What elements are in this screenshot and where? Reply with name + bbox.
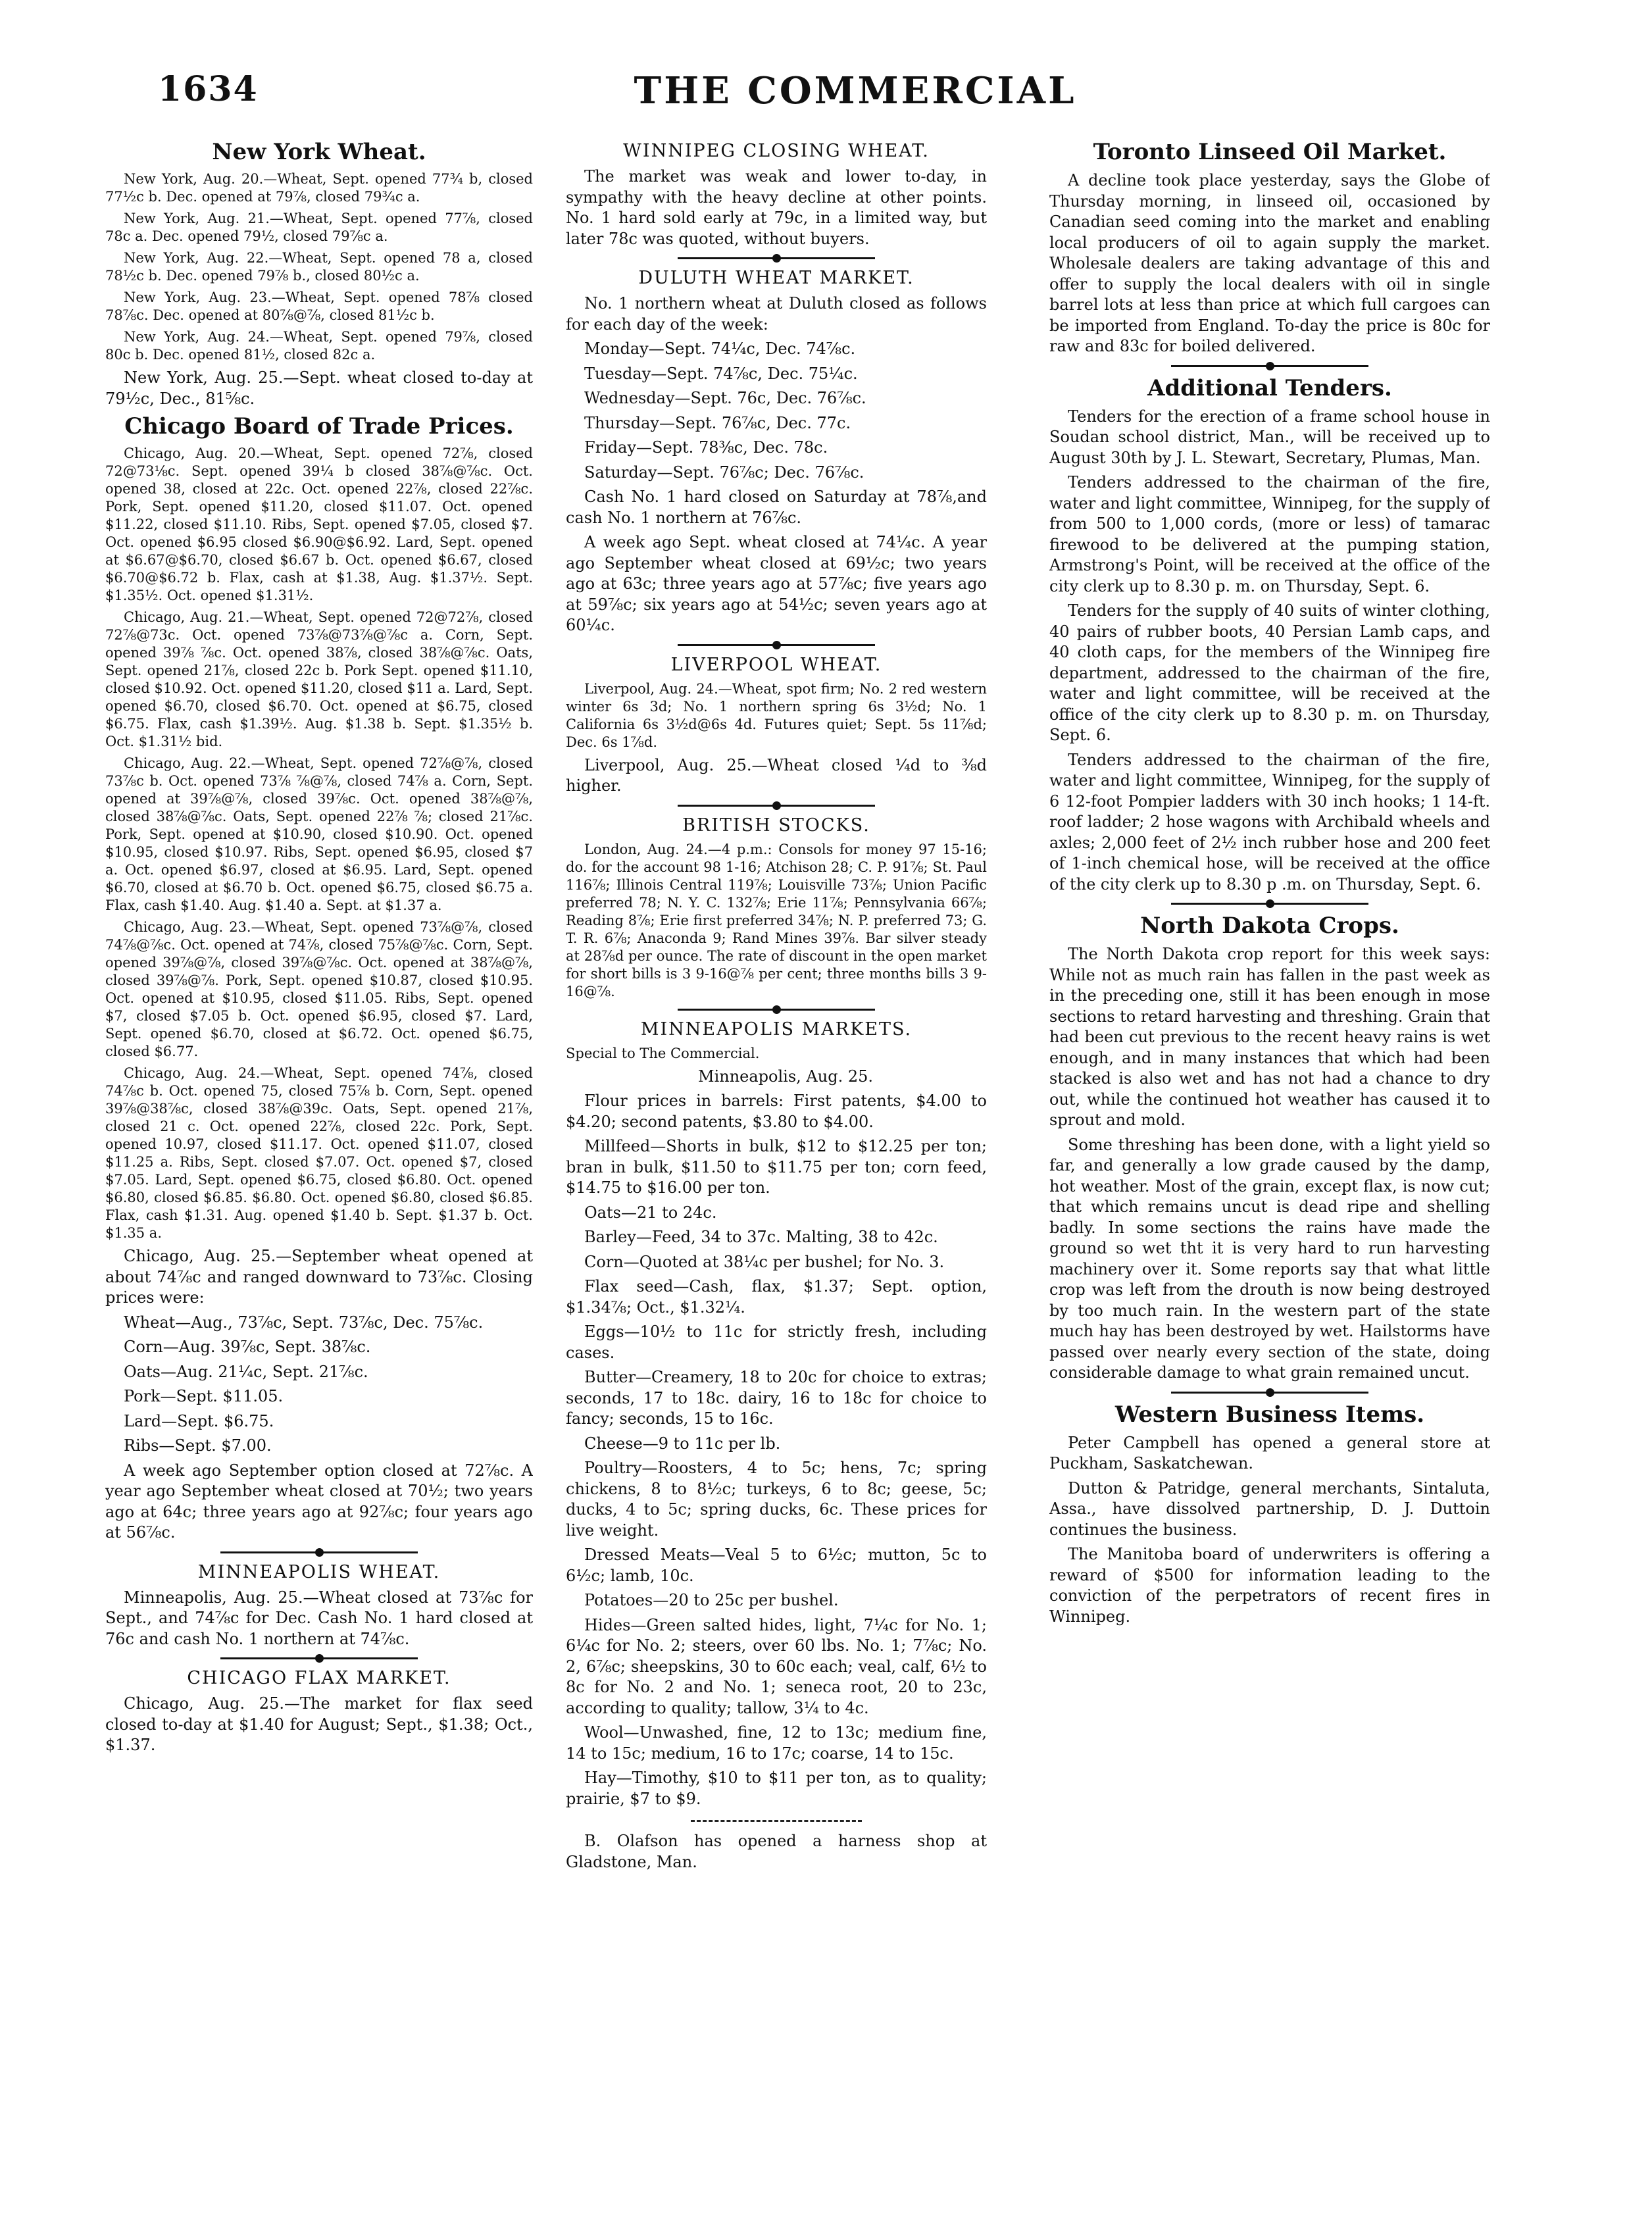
duluth-day-line: Tuesday—Sept. 74⅞c, Dec. 75¼c. — [584, 364, 858, 383]
market-item: Butter—Creamery, 18 to 20c for choice to extras; seconds, 17 to 18c. dairy, 16 to 18c for choice to fancy; seconds, 15 to 16c. — [566, 1368, 987, 1428]
tender-notice: Tenders addressed to the chairman of the fire, water and light committee, Winnipeg, for the supply of from 500 to 1,000 cords, (more or less) of tamarac firewood to be delivered at the pumping station, Armstrong's Point, will be received at the office of the city clerk up to 8.30 p. m. on Thursday, Sept. 6. — [1049, 473, 1490, 595]
chicago-report: Chicago, Aug. 20.—Wheat, Sept. opened 72⅞, closed 72@73⅛c. Sept. opened 39¼ b closed 38⅞@⅞c. Oct. opened 38, closed at 22c. Oct. opened 22⅞, closed 22⅞c. Pork, Sept. opened $11.20, closed $11.07. Oct. opened $11.22, closed $11.10. Ribs, Sept. opened $7.05, closed $7. Oct. opened $6.95 closed $6.90@$6.92. Lard, Sept. opened at $6.67@$6.70, closed $6.67 b. Oct. opened $6.67, closed $6.70@$6.72 b. Flax, cash at $1.38, Aug. $1.37½. Sept. $1.35½. Oct. opened $1.31½. — [105, 445, 533, 603]
duluth-day-line: Wednesday—Sept. 76c, Dec. 76⅞c. — [584, 389, 866, 407]
chicago-price-line: Pork—Sept. $11.05. — [124, 1387, 284, 1405]
page-number: 1634 — [158, 69, 259, 109]
ny-report: New York, Aug. 23.—Wheat, Sept. opened 78⅞ closed 78⅞c. Dec. opened at 80⅞@⅞, closed 81½c b. — [105, 290, 533, 323]
chicago-flax-report: Chicago, Aug. 25.—The market for flax seed closed to-day at $1.40 for August; Sept., $1.38; Oct., $1.37. — [105, 1694, 533, 1754]
market-item: Hides—Green salted hides, light, 7¼c for No. 1; 6¼c for No. 2; steers, over 60 lbs. No. 1; 7⅞c; No. 2, 6⅞c; sheepskins, 30 to 60c each; veal, calf, 6½ to 8c for No. 2 and No. 1; seneca root, 20 to 23c, according to quality; tallow, 3¼ to 4c. — [566, 1615, 987, 1717]
market-item: Hay—Timothy, $10 to $11 per ton, as to quality; prairie, $7 to $9. — [566, 1769, 987, 1808]
chicago-report: Chicago, Aug. 24.—Wheat, Sept. opened 74⅞, closed 74⅞c b. Oct. opened 75, closed 75⅞ b. Corn, Sept. opened 39⅞@38⅞c, closed 38⅞@39c. Oats, Sept. opened 21⅞, closed 21 c. Oct. opened 22⅞, closed 22c. Pork, Sept. opened 10.97, closed $11.17. Oct. opened $11.07, closed $11.25 a. Ribs, Sept. closed $7.07. Oct. opened $7, closed $7.05. Lard, Sept. opened $6.75, closed $6.80. Oct. opened $6.80, closed $6.85. $6.80. Oct. opened $6.80, closed $6.85. Flax, cash $1.31. Aug. opened $1.40 b. Sept. $1.37 b. Oct. $1.35 a. — [105, 1065, 533, 1241]
ny-report: New York, Aug. 22.—Wheat, Sept. opened 78 a, closed 78½c b. Dec. opened 79⅞ b., closed 80½c a. — [105, 250, 533, 284]
business-item: Peter Campbell has opened a general store at Puckham, Saskatchewan. — [1049, 1433, 1490, 1473]
section-divider — [678, 257, 875, 259]
section-divider — [678, 1009, 875, 1011]
duluth-day-line: Thursday—Sept. 76⅞c, Dec. 77c. — [584, 413, 851, 432]
duluth-week-ago: A week ago Sept. wheat closed at 74¼c. A year ago September wheat closed at 69½c; two years ago at 63c; three years ago at 57⅞c; five years ago at 59⅞c; six years ago at 54½c; seven years ago at 60¼c. — [566, 533, 987, 634]
liverpool-report: Liverpool, Aug. 24.—Wheat, spot firm; No. 2 red western winter 6s 3d; No. 1 northern spring 6s 3½d; No. 1 California 6s 3½d@6s 4d. Futures quiet; Sept. 5s 11⅞d; Dec. 6s 1⅞d. — [566, 680, 987, 750]
tender-notice: Tenders for the supply of 40 suits of winter clothing, 40 pairs of rubber boots, 40 Persian Lamb caps, and 40 cloth caps, for the members of the Winnipeg fire department, addressed to the chairman of the fire, water and light committee, will be received at the office of the city clerk up to 8.30 p. m. on Thursday, Sept. 6. — [1049, 601, 1490, 744]
minneapolis-markets-heading: MINNEAPOLIS MARKETS. — [640, 1019, 913, 1040]
minneapolis-wheat-heading: MINNEAPOLIS WHEAT. — [197, 1561, 441, 1582]
olafson-notice: B. Olafson has opened a harness shop at Gladstone, Man. — [566, 1832, 987, 1871]
winnipeg-report: The market was weak and lower to-day, in sympathy with the heavy decline at other points. No. 1 hard sold early at 79c, in a limited way, but later 78c was quoted, without buyers. — [566, 167, 987, 248]
ny-report: New York, Aug. 20.—Wheat, Sept. opened 77¾ b, closed 77½c b. Dec. opened at 79⅞, closed 79¾c a. — [105, 171, 533, 205]
chicago-flax-heading: CHICAGO FLAX MARKET. — [187, 1668, 451, 1688]
ny-report: New York, Aug. 24.—Wheat, Sept. opened 79⅞, closed 80c b. Dec. opened 81½, closed 82c a. — [105, 329, 533, 363]
column-left — [105, 135, 533, 2155]
chicago-week-ago: A week ago September option closed at 72⅞c. A year ago September wheat closed at 70½; two years ago at 64c; three years ago at 92⅞c; four years ago at 56⅞c. — [105, 1461, 533, 1542]
special-credit: Special to The Commercial. — [566, 1045, 760, 1061]
masthead-title: THE COMMERCIAL — [634, 69, 1077, 113]
chicago-report: Chicago, Aug. 22.—Wheat, Sept. opened 72⅞@⅞, closed 73⅞c b. Oct. opened 73⅞ ⅞@⅞, closed 74⅞ a. Corn, Sept. opened at 39⅞@⅞, closed 39⅞c. Oct. opened 38⅞@⅞, closed 38⅞@⅞c. Oats, Sept. opened 22⅞ ⅞; closed 21⅞c. Pork, Sept. opened at $10.90, closed $10.90. Oct. opened $10.95, closed $10.97. Ribs, Sept. opened $6.95, closed $7 a. Oct. opened $6.97, closed at $6.95. Lard, Sept. opened $6.70, closed at $6.70 b. Oct. opened $6.75, closed $6.75 a. Flax, cash $1.40. Aug. $1.40 a. Sept. at $1.37 a. — [105, 755, 533, 913]
market-item: Cheese—9 to 11c per lb. — [584, 1434, 781, 1453]
market-item: Barley—Feed, 34 to 37c. Malting, 38 to 42c. — [584, 1228, 938, 1246]
section-divider — [1171, 1392, 1368, 1394]
chicago-price-line: Oats—Aug. 21¼c, Sept. 21⅞c. — [124, 1362, 368, 1381]
minneapolis-wheat-report: Minneapolis, Aug. 25.—Wheat closed at 73⅞c for Sept., and 74⅞c for Dec. Cash No. 1 hard closed at 76c and cash No. 1 northern at 74⅞c. — [105, 1588, 533, 1648]
chicago-board-heading: Chicago Board of Trade Prices. — [124, 413, 514, 440]
section-divider — [678, 805, 875, 807]
section-divider — [678, 644, 875, 646]
duluth-cash: Cash No. 1 hard closed on Saturday at 78⅞,and cash No. 1 northern at 76⅞c. — [566, 488, 987, 527]
column-right — [1049, 135, 1490, 1944]
linseed-report: A decline took place yesterday, says the Globe of Thursday morning, in linseed oil, occasioned by Canadian seed coming into the market and enabling local producers of oil to again supply the market. Wholesale dealers are taking advantage of this and offer to supply the local dealers with oil in single barrel lots at less than price at which full cargoes can be imported from England. To-day the price is 80c for raw and 83c for boiled delivered. — [1049, 171, 1490, 355]
north-dakota-heading: North Dakota Crops. — [1140, 913, 1399, 939]
section-divider — [1171, 903, 1368, 905]
tenders-heading: Additional Tenders. — [1147, 374, 1392, 401]
column-middle — [566, 135, 987, 2115]
market-item: Corn—Quoted at 38¼c per bushel; for No. 3. — [584, 1252, 945, 1271]
section-divider — [220, 1551, 418, 1553]
duluth-day-line: Saturday—Sept. 76⅞c; Dec. 76⅞c. — [584, 463, 864, 482]
duluth-heading: DULUTH WHEAT MARKET. — [638, 268, 914, 288]
business-item: Dutton & Patridge, general merchants, Sintaluta, Assa., have dissolved partnership, D. J. Duttoin continues the business. — [1049, 1478, 1490, 1539]
minneapolis-dateline: Minneapolis, Aug. 25. — [698, 1067, 873, 1086]
dashed-rule — [691, 1820, 862, 1822]
chicago-report: Chicago, Aug. 21.—Wheat, Sept. opened 72@72⅞, closed 72⅞@73c. Oct. opened 73⅞@73⅞@⅞c a. Corn, Sept. opened 39⅞ ⅞c. Oct. opened 38⅞, closed 38⅞@⅞c. Oats, Sept. opened 21⅞, closed 22c b. Pork Sept. opened $11.10, closed $10.92. Oct. opened $11.20, closed $11 a. Lard, Sept. opened $6.70, closed $6.70. Oct. opened at $6.75, closed $6.75. Flax, cash $1.39½. Aug. $1.38 b. Sept. $1.35½ b. Oct. $1.31½ bid. — [105, 609, 533, 749]
duluth-intro: No. 1 northern wheat at Duluth closed as follows for each day of the week: — [566, 294, 987, 334]
market-item: Flour prices in barrels: First patents, $4.00 to $4.20; second patents, $3.80 to $4.00. — [566, 1092, 987, 1131]
duluth-day-line: Friday—Sept. 78⅜c, Dec. 78c. — [584, 438, 828, 457]
market-item: Eggs—10½ to 11c for strictly fresh, including cases. — [566, 1322, 987, 1362]
linseed-heading: Toronto Linseed Oil Market. — [1093, 139, 1447, 165]
tender-notice: Tenders for the erection of a frame school house in Soudan school district, Man., will be received up to August 30th by J. L. Stewart, Secretary, Plumas, Man. — [1049, 407, 1490, 467]
section-divider — [220, 1657, 418, 1659]
ny-report: New York, Aug. 21.—Wheat, Sept. opened 77⅞, closed 78c a. Dec. opened 79½, closed 79⅞c a. — [105, 211, 533, 244]
crop-paragraph: Some threshing has been done, with a light yield so far, and generally a low grade caused by the damp, hot weather. Most of the grain, except flax, is now cut; that which remains uncut is dead ripe and shelling badly. In some sections the rains have made the ground so wet tht it is very hard to run harvesting machinery over it. Some reports say that what little crop was left from the drouth is now being destroyed by too much rain. In the western part of the state much hay has been destroyed by wet. Hailstorms have passed over nearly every section of the state, doing considerable damage to what grain remained uncut. — [1049, 1135, 1490, 1382]
ny-closing: New York, Aug. 25.—Sept. wheat closed to-day at 79½c, Dec., 81⅝c. — [105, 368, 533, 408]
chicago-report: Chicago, Aug. 23.—Wheat, Sept. opened 73⅞@⅞, closed 74⅞@⅞c. Oct. opened at 74⅞, closed 75⅞@⅞c. Corn, Sept. opened 39⅞@⅞, closed 39⅞@⅞c. Oct. opened at 38⅞@⅞, closed 39⅞@⅞. Pork, Sept. opened $10.87, closed $10.95. Oct. opened at $10.95, closed $11.05. Ribs, Sept. opened $7, closed $7.05 b. Oct. opened $6.95, closed $7. Lard, Sept. opened $6.70, closed at $6.72. Oct. opened $6.75, closed $6.77. — [105, 919, 533, 1059]
market-item: Poultry—Roosters, 4 to 5c; hens, 7c; spring chickens, 8 to 8½c; turkeys, 6 to 8c; geese, 5c; ducks, 4 to 5c; spring ducks, 6c. These prices for live weight. — [566, 1459, 987, 1540]
chicago-price-line: Ribs—Sept. $7.00. — [124, 1436, 272, 1455]
tender-notice: Tenders addressed to the chairman of the fire, water and light committee, Winnipeg, for the supply of 6 12-foot Pompier ladders with 30 inch hooks; 1 14-ft. roof ladder; 2 hose wagons with Archibald wheels and axles; 2,000 feet of 2½ inch rubber hose and 200 feet of 1-inch chemical hose, will be received at the office of the city clerk up to 8.30 p .m. on Thursday, Sept. 6. — [1049, 750, 1490, 894]
section-divider — [1171, 365, 1368, 367]
market-item: Millfeed—Shorts in bulk, $12 to $12.25 per ton; bran in bulk, $11.50 to $11.75 per ton; corn feed, $14.75 to $16.00 per ton. — [566, 1137, 987, 1197]
winnipeg-closing-heading: WINNIPEG CLOSING WHEAT. — [623, 141, 930, 161]
chicago-price-line: Wheat—Aug., 73⅞c, Sept. 73⅞c, Dec. 75⅞c. — [124, 1313, 484, 1332]
market-item: Potatoes—20 to 25c per bushel. — [584, 1591, 839, 1609]
british-stocks-report: London, Aug. 24.—4 p.m.: Consols for money 97 15-16; do. for the account 98 1-16; Atchison 28; C. P. 91⅞; St. Paul 116⅞; Illinois Central 119⅞; Louisville 73⅞; Union Pacific preferred 78; N. Y. C. 132⅞; Erie 11⅞; Pennsylvania 66⅞; Reading 8⅞; Erie first preferred 34⅞; N. P. preferred 73; G. T. R. 6⅞; Anaconda 9; Rand Mines 39⅞. Bar silver steady at 28⅞d per ounce. The rate of discount in the open market for short bills is 3 9-16@⅞ per cent; three months bills 3 9-16@⅞. — [566, 841, 987, 999]
chicago-price-line: Corn—Aug. 39⅞c, Sept. 38⅞c. — [124, 1338, 371, 1356]
chicago-aug25: Chicago, Aug. 25.—September wheat opened at about 74⅞c and ranged downward to 73⅞c. Closing prices were: — [105, 1247, 533, 1307]
market-item: Flax seed—Cash, flax, $1.37; Sept. option, $1.34⅞; Oct., $1.32¼. — [566, 1277, 987, 1317]
duluth-day-line: Monday—Sept. 74¼c, Dec. 74⅞c. — [584, 340, 856, 358]
liverpool-heading: LIVERPOOL WHEAT. — [670, 654, 882, 675]
business-item: The Manitoba board of underwriters is offering a reward of $500 for information leading to the conviction of the perpetrators of recent fires in Winnipeg. — [1049, 1545, 1490, 1626]
western-business-heading: Western Business Items. — [1114, 1401, 1425, 1428]
market-item: Oats—21 to 24c. — [584, 1203, 717, 1222]
new-york-wheat-heading: New York Wheat. — [212, 139, 426, 165]
british-stocks-heading: BRITISH STOCKS. — [682, 815, 870, 836]
market-item: Wool—Unwashed, fine, 12 to 13c; medium fine, 14 to 15c; medium, 16 to 17c; coarse, 14 to 15c. — [566, 1723, 987, 1763]
crop-paragraph: The North Dakota crop report for this week says: While not as much rain has fallen in the past week as in the preceding one, still it has been enough in mose sections to retard harvesting and threshing. Grain that had been cut previous to the recent heavy rains is wet enough, and in many instances that which had been stacked is also wet and has not had a chance to dry out, while the continued hot weather has caused it to sprout and mold. — [1049, 945, 1490, 1129]
page-header — [151, 69, 1559, 122]
chicago-price-line: Lard—Sept. $6.75. — [124, 1411, 274, 1430]
liverpool-aug25: Liverpool, Aug. 25.—Wheat closed ¼d to ⅜d higher. — [566, 755, 987, 795]
market-item: Dressed Meats—Veal 5 to 6½c; mutton, 5c to 6½c; lamb, 10c. — [566, 1546, 987, 1585]
